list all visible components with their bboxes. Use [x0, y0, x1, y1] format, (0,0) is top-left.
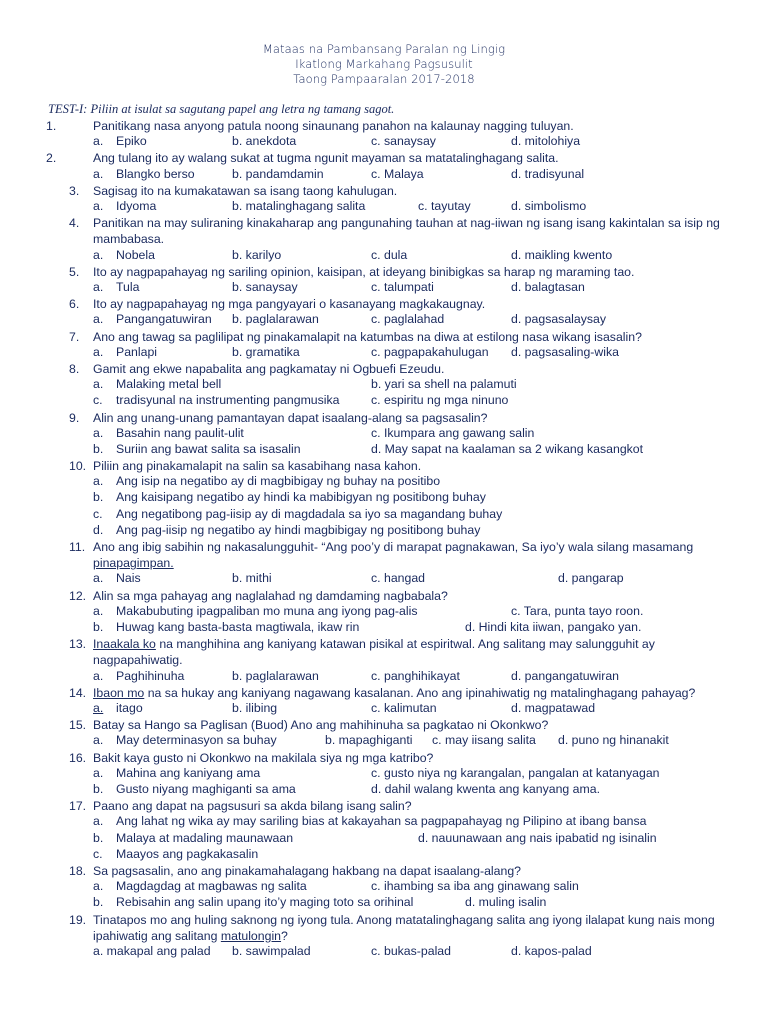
choice-c: c. gusto niya ng karangalan, pangalan at katanyagan — [371, 765, 660, 780]
question-stem: na sa hukay ang kaniyang nagawang kasalanan. Ano ang ipinahiwatig ng matalinghagang pahayag? — [144, 685, 696, 700]
choice-letter: b. — [93, 490, 104, 505]
question-number: 4. — [69, 216, 80, 231]
choice-b: b. yari sa shell na palamuti — [371, 377, 517, 392]
choice-c: Ang negatibong pag-iisip ay di magdadala sa iyo sa magandang buhay — [116, 506, 503, 521]
choice-b: b. mithi — [232, 571, 272, 586]
question-4 — [0, 215, 768, 264]
question-15 — [0, 717, 768, 749]
question-number: 8. — [69, 361, 80, 376]
choice-b: b. paglalarawan — [232, 668, 319, 683]
choice-d: d. puno ng hinanakit — [558, 733, 669, 748]
question-10 — [0, 458, 768, 539]
choice-letter: c. — [93, 393, 103, 408]
choice-letter: c. — [93, 846, 103, 861]
choice-a: Idyoma — [116, 198, 157, 213]
choice-letter: a. — [93, 166, 104, 181]
question-number: 15. — [69, 718, 87, 733]
choice-b: b. ilibing — [232, 701, 278, 716]
question-9 — [0, 410, 768, 459]
question-18 — [0, 863, 768, 912]
choice-b: b. sawimpalad — [232, 943, 311, 958]
question-6 — [0, 296, 768, 328]
choice-a: Nais — [116, 571, 141, 586]
question-list — [0, 118, 768, 960]
question-stem: Piliin ang pinakamalapit na salin sa kasabihang nasa kahon. — [93, 459, 422, 474]
question-7 — [0, 329, 768, 361]
choice-letter: b. — [93, 781, 104, 796]
choice-a: a. makapal ang palad — [93, 943, 211, 958]
question-number: 17. — [69, 799, 87, 814]
question-stem: Ang tulang ito ay walang sukat at tugma ngunit mayaman sa matatalinghagang salita. — [93, 151, 559, 166]
school-name: Mataas na Pambansang Paralan ng Lingig — [262, 42, 506, 56]
choice-letter: b. — [93, 441, 104, 456]
choice-letter: a. — [93, 765, 104, 780]
choice-b: Ang kaisipang negatibo ay hindi ka mabibigyan ng positibong buhay — [116, 490, 486, 505]
question-stem: Ito ay nagpapahayag ng mga pangyayari o kasanayang magkakaugnay. — [93, 297, 486, 312]
question-number: 5. — [69, 264, 80, 279]
question-stem: Alin ang unang-unang pamantayan dapat isaalang-alang sa pagsasalin? — [93, 410, 488, 425]
question-14 — [0, 685, 768, 717]
question-number: 14. — [69, 685, 87, 700]
question-stem: Gamit ang ekwe napabalita ang pagkamatay ni Ogbuefi Ezeudu. — [93, 361, 445, 376]
choice-a: Magdagdag at magbawas ng salita — [116, 879, 307, 894]
underlined-word: pinapagimpan. — [93, 556, 174, 571]
choice-a: Ang isip na negatibo ay di magbibigay ng buhay na positibo — [116, 474, 441, 489]
choice-b: Rebisahin ang salin upang ito’y maging toto sa orihinal — [116, 895, 414, 910]
question-17 — [0, 798, 768, 863]
choice-a: Blangko berso — [116, 166, 195, 181]
question-stem: Ito ay nagpapahayag ng sariling opinion, kaisipan, at ideyang binibigkas sa harap ng maraming tao. — [93, 264, 635, 279]
choice-d: d. pangangatuwiran — [511, 668, 620, 683]
choice-b: b. matalinghagang salita — [232, 198, 366, 213]
question-number: 2. — [46, 151, 57, 166]
question-stem: Sagisag ito na kumakatawan sa isang taong kahulugan. — [93, 183, 398, 198]
choice-letter: d. — [93, 522, 104, 537]
choice-a: Mahina ang kaniyang ama — [116, 765, 261, 780]
choice-letter: a. — [93, 733, 104, 748]
choice-letter: a. — [93, 425, 104, 440]
choice-c: c. ihambing sa iba ang ginawang salin — [371, 879, 579, 894]
choice-letter: a. — [93, 571, 104, 586]
choice-a: Makabubuting ipagpaliban mo muna ang iyong pag-alis — [116, 603, 418, 618]
question-stem: Sa pagsasalin, ano ang pinakamahalagang hakbang na dapat isaalang-alang? — [93, 863, 522, 878]
choice-d: c. espiritu ng mga ninuno — [371, 393, 509, 408]
question-number: 16. — [69, 750, 87, 765]
choice-d: d. tradisyunal — [511, 166, 585, 181]
choice-d: d. maikling kwento — [511, 247, 613, 262]
choice-d: d. dahil walang kwenta ang kanyang ama. — [371, 781, 601, 796]
question-3 — [0, 183, 768, 215]
question-number: 7. — [69, 329, 80, 344]
underlined-phrase: Inaakala ko — [93, 637, 156, 652]
question-number: 13. — [69, 637, 87, 652]
question-number: 19. — [69, 912, 87, 927]
choice-d: d. mitolohiya — [511, 134, 581, 149]
question-stem: Ano ang ibig sabihin ng nakasalungguhit- “Ang poo’y di marapat pagnakawan, Sa iyo’y wala silang masamang — [93, 540, 694, 555]
choice-d: d. balagtasan — [511, 279, 585, 294]
choice-letter: a. — [93, 603, 104, 618]
choice-d: d. simbolismo — [511, 198, 587, 213]
question-stem: Bakit kaya gusto ni Okonkwo na makilala siya ng mga katribo? — [93, 750, 434, 765]
choice-a: Ang lahat ng wika ay may sariling bias at kakayahan sa pagpapahayag ng Pilipino at ibang bansa — [116, 814, 647, 829]
question-stem: Alin sa mga pahayag ang naglalahad ng damdaming nagbabala? — [93, 588, 448, 603]
choice-a: Pangangatuwiran — [116, 312, 212, 327]
choice-d: d. pagsasaling-wika — [511, 344, 620, 359]
question-number: 12. — [69, 588, 87, 603]
choice-b: b. pandamdamin — [232, 166, 324, 181]
question-stem: Panitikan na may suliraning kinakaharap ang pangunahing tauhan at nag-iiwan ng isang isang kakintalan sa isip ng mambabasa. — [93, 216, 720, 247]
choice-d: d. nauunawaan ang nais ipabatid ng isinalin — [418, 830, 657, 845]
choice-a: May determinasyon sa buhay — [116, 733, 277, 748]
question-16 — [0, 750, 768, 799]
choice-letter: a. — [93, 247, 104, 262]
choice-c: c. kalimutan — [371, 701, 437, 716]
choice-letter: a. — [93, 198, 104, 213]
question-5 — [0, 264, 768, 296]
exam-header — [0, 42, 768, 87]
choice-c: c. Malaya — [371, 166, 424, 181]
choice-letter: b. — [93, 830, 104, 845]
choice-c: c. bukas-palad — [371, 943, 451, 958]
choice-b: b. gramatika — [232, 344, 300, 359]
choice-d: d. Hindi kita iiwan, pangako yan. — [465, 620, 642, 635]
choice-d: d. magpatawad — [511, 701, 596, 716]
choice-d: Ang pag-iisip ng negatibo ay hindi magbibigay ng positibong buhay — [116, 522, 481, 537]
question-number: 11. — [69, 540, 86, 555]
question-stem: Paano ang dapat na pagsusuri sa akda bilang isang salin? — [93, 799, 412, 814]
question-stem: Batay sa Hango sa Paglisan (Buod) Ano ang mahihinuha sa pagkatao ni Okonkwo? — [93, 718, 549, 733]
choice-b: Malaya at madaling maunawaan — [116, 830, 294, 845]
choice-c: c. may iisang salita — [432, 733, 536, 748]
choice-c: c. talumpati — [371, 279, 434, 294]
choice-d: d. pagsasalaysay — [511, 312, 607, 327]
choice-c: c. Tara, punta tayo roon. — [511, 603, 644, 618]
underlined-phrase: Ibaon mo — [93, 685, 145, 700]
choice-c: c. paglalahad — [371, 312, 445, 327]
underlined-word: matulongin — [220, 928, 282, 943]
exam-title: Ikatlong Markahang Pagsusulit — [295, 57, 473, 71]
question-number: 9. — [69, 410, 80, 425]
choice-letter: a. — [93, 879, 104, 894]
choice-d: d. muling isalin — [465, 895, 547, 910]
question-stem-end: ? — [281, 928, 288, 943]
school-year: Taong Pampaaralan 2017-2018 — [293, 72, 475, 86]
choice-letter: a. — [93, 377, 104, 392]
choice-a: Nobela — [116, 247, 155, 262]
choice-letter: a. — [93, 701, 104, 716]
choice-a: Basahin nang paulit-ulit — [116, 425, 244, 440]
choice-b: b. anekdota — [232, 134, 297, 149]
choice-b: b. sanaysay — [232, 279, 298, 294]
question-stem: na manghihina ang kaniyang katawan pisikal at espiritwal. Ang salitang may salungguhit ay nagpapahiwatig. — [93, 637, 655, 668]
choice-d: d. pangarap — [558, 571, 624, 586]
choice-b: b. karilyo — [232, 247, 282, 262]
choice-c: Maayos ang pagkakasalin — [116, 846, 259, 861]
test-instruction: TEST-I: Piliin at isulat sa sagutang papel ang letra ng tamang sagot. — [48, 102, 395, 116]
question-number: 3. — [69, 183, 80, 198]
choice-c: tradisyunal na instrumenting pangmusika — [116, 393, 340, 408]
choice-c: c. pagpapakahulugan — [371, 344, 489, 359]
question-11 — [0, 539, 768, 588]
choice-a: Malaking metal bell — [116, 377, 222, 392]
choice-c: c. Ikumpara ang gawang salin — [371, 425, 535, 440]
choice-letter: a. — [93, 668, 104, 683]
choice-letter: a. — [93, 474, 104, 489]
choice-c: c. hangad — [371, 571, 426, 586]
question-number: 18. — [69, 863, 87, 878]
question-8 — [0, 361, 768, 410]
question-13 — [0, 636, 768, 685]
question-19 — [0, 912, 768, 961]
choice-a: Paghihinuha — [116, 668, 185, 683]
choice-c: c. sanaysay — [371, 134, 436, 149]
choice-b: Gusto niyang maghiganti sa ama — [116, 781, 296, 796]
choice-c: c. dula — [371, 247, 408, 262]
choice-letter: a. — [93, 279, 104, 294]
choice-a: Tula — [116, 279, 140, 294]
question-1 — [0, 118, 768, 150]
choice-b: b. paglalarawan — [232, 312, 319, 327]
choice-letter: c. — [93, 506, 103, 521]
question-stem: Panitikang nasa anyong patula noong sinaunang panahon na kalaunay nagging tuluyan. — [93, 119, 574, 133]
choice-b: b. mapaghiganti — [325, 733, 413, 748]
choice-letter: b. — [93, 895, 104, 910]
question-stem: Tinatapos mo ang huling saknong ng iyong tula. Anong matatalinghagang salita ang iyong ilalapat kung nais mong ipahiwatig ang salitang — [93, 912, 715, 943]
choice-letter: a. — [93, 134, 104, 149]
choice-a: Epiko — [116, 134, 147, 149]
choice-c: c. tayutay — [418, 198, 471, 213]
choice-b: Huwag kang basta-basta magtiwala, ikaw rin — [116, 620, 360, 635]
choice-letter: a. — [93, 312, 104, 327]
choice-a: itago — [116, 701, 143, 716]
choice-letter: a. — [93, 814, 104, 829]
choice-d: d. May sapat na kaalaman sa 2 wikang kasangkot — [371, 441, 644, 456]
question-number: 10. — [69, 459, 87, 474]
choice-d: d. kapos-palad — [511, 943, 592, 958]
question-2 — [0, 150, 768, 182]
question-number: 1. — [46, 119, 57, 133]
choice-c: c. panghihikayat — [371, 668, 460, 683]
choice-letter: a. — [93, 344, 104, 359]
choice-letter: b. — [93, 620, 104, 635]
question-number: 6. — [69, 297, 80, 312]
question-stem: Ano ang tawag sa paglilipat ng pinakamalapit na katumbas na diwa at estilong nasa wikang isasalin? — [93, 329, 642, 344]
choice-b: Suriin ang bawat salita sa isasalin — [116, 441, 301, 456]
choice-a: Panlapi — [116, 344, 158, 359]
question-12 — [0, 588, 768, 637]
